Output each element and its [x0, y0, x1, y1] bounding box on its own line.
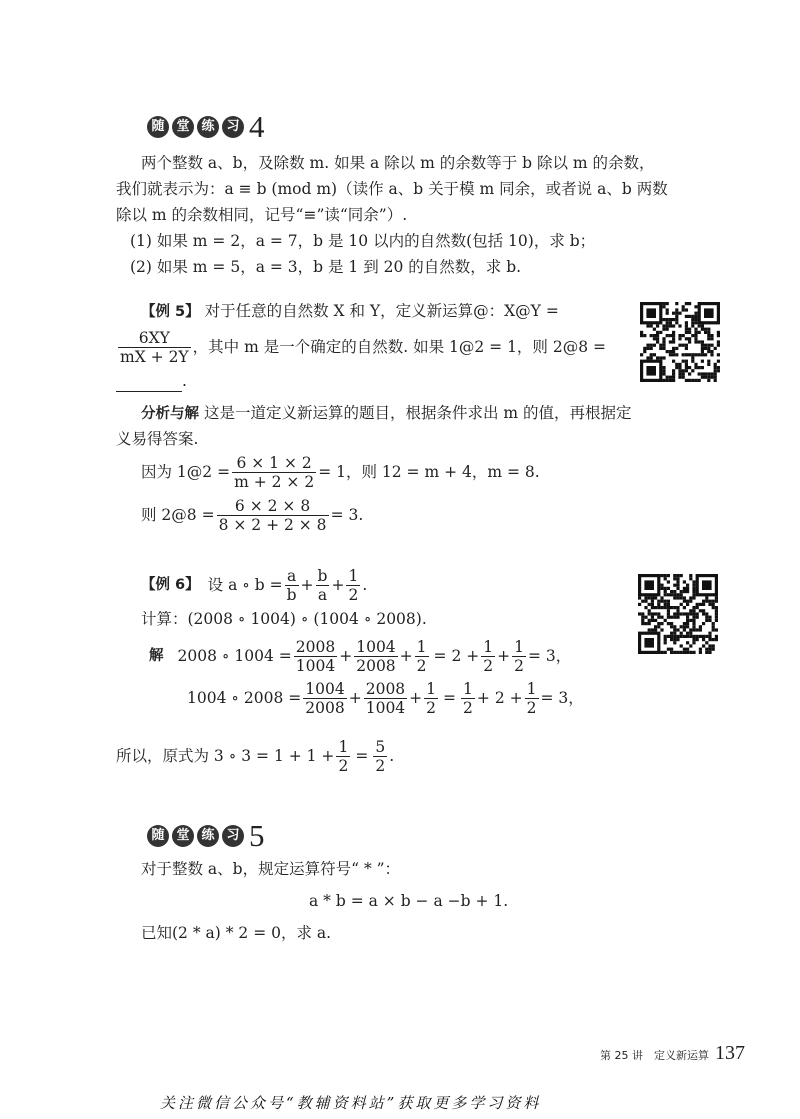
example-6-def: [141, 563, 367, 607]
numerator: 6 × 2 × 8: [217, 497, 329, 516]
numerator: 2008: [365, 679, 406, 698]
analysis-line-2: 义易得答案.: [116, 430, 199, 448]
fraction: [294, 638, 337, 675]
fraction: [232, 454, 316, 491]
practice-5-line: 对于整数 a、b，规定运算符号“ * ”：: [141, 860, 401, 878]
numerator: b: [317, 566, 328, 585]
fraction: [373, 738, 387, 775]
plus: +: [339, 647, 353, 665]
practice-5-formula: a * b = a × b − a −b + 1.: [309, 892, 509, 910]
denominator: 1004: [365, 698, 406, 717]
analysis-label: 分析与解: [141, 406, 199, 422]
badge-char: 随: [147, 116, 169, 138]
numerator: 6XY: [118, 329, 191, 348]
step-text: 则 2@8 =: [141, 506, 215, 524]
period: .: [389, 747, 395, 765]
numerator: 1: [338, 737, 349, 756]
qr-code-icon: [638, 574, 718, 654]
example-label: 【例 6】: [141, 577, 200, 593]
denominator: 1004: [295, 656, 336, 675]
denominator: 2: [338, 756, 349, 775]
denominator: 2: [375, 756, 386, 775]
example-label: 【例 5】: [141, 304, 200, 320]
fraction: [525, 680, 539, 717]
practice-4-heading: [147, 110, 265, 144]
fraction: [481, 638, 495, 675]
denominator: 2: [514, 656, 524, 675]
badge-char: 练: [197, 825, 219, 847]
step-2: [141, 493, 363, 537]
equals: =: [355, 747, 369, 765]
plus: +: [300, 576, 314, 594]
solution-label: 解: [149, 648, 164, 664]
fraction: [346, 567, 360, 604]
badge-char: 堂: [172, 825, 194, 847]
denominator: 2: [483, 656, 494, 675]
example-text: ，其中 m 是一个确定的自然数. 如果 1@2 = 1，则 2@8 =: [192, 338, 606, 356]
numerator: 1: [416, 637, 427, 656]
denominator: 2008: [305, 698, 345, 717]
fraction: [364, 680, 407, 717]
numerator: 1: [426, 679, 437, 698]
fraction: [424, 680, 438, 717]
step-text: 因为 1@2 =: [141, 463, 231, 481]
denominator: 8 × 2 + 2 × 8: [218, 515, 327, 534]
fraction: [118, 329, 191, 366]
practice-4-line: 两个整数 a、b，及除数 m. 如果 a 除以 m 的余数等于 b 除以 m 的余数，: [141, 154, 655, 172]
numerator: a: [285, 567, 299, 586]
plus: +: [331, 576, 345, 594]
example-5-blank-line: [116, 370, 187, 392]
equals: =: [443, 689, 457, 707]
solution-row-1: [149, 634, 571, 678]
analysis-line: [141, 402, 632, 425]
denominator: mX + 2Y: [120, 347, 189, 366]
page-footer: [600, 1042, 745, 1065]
lecture-label: 第 25 讲 定义新运算: [600, 1049, 709, 1062]
denominator: 2: [426, 698, 437, 717]
qr-code-icon: [640, 302, 720, 382]
period: .: [362, 576, 368, 594]
period: .: [182, 372, 187, 390]
fraction: [217, 497, 329, 534]
fraction: [336, 738, 350, 775]
fraction: [461, 680, 475, 717]
row-text: + 2 +: [476, 689, 523, 707]
badge-char: 习: [222, 825, 244, 847]
row-text: = 3，: [528, 647, 572, 665]
row-text: 2008 ∘ 1004 =: [177, 647, 292, 665]
final-text: 所以，原式为 3 ∘ 3 = 1 + 1 +: [116, 747, 335, 765]
badge-char: 练: [197, 116, 219, 138]
numerator: 1004: [305, 679, 345, 698]
numerator: 5: [375, 737, 386, 756]
numerator: 2008: [295, 637, 336, 656]
def-text: 设 a ∘ b =: [207, 576, 283, 594]
denominator: a: [317, 585, 328, 604]
example-6-calc: 计算：(2008 ∘ 1004) ∘ (1004 ∘ 2008).: [141, 610, 427, 628]
practice-4-line: 我们就表示为：a ≡ b (mod m)（读作 a、b 关于模 m 同余，或者说 a、b 两数: [116, 180, 668, 198]
example-5-line2: [116, 326, 606, 368]
plus: +: [348, 689, 362, 707]
numerator: 6 × 1 × 2: [232, 454, 316, 473]
plus: +: [399, 647, 413, 665]
numerator: 1004: [356, 637, 396, 656]
row-text: = 2 +: [433, 647, 480, 665]
page-number: 137: [715, 1042, 745, 1064]
numerator: 1: [483, 637, 494, 656]
practice-4-line: 除以 m 的余数相同，记号“≡”读“同余”）.: [116, 206, 408, 224]
example-text: 对于任意的自然数 X 和 Y，定义新运算@：X@Y =: [204, 302, 559, 320]
example-5-line1: [141, 300, 559, 323]
denominator: 2: [416, 656, 427, 675]
denominator: 2: [526, 698, 537, 717]
step-1: [141, 450, 540, 494]
badge-char: 堂: [172, 116, 194, 138]
answer-blank: [116, 375, 182, 392]
practice-number: 4: [249, 109, 265, 144]
fraction: [512, 638, 526, 675]
solution-row-2: [187, 676, 584, 720]
final-result: [116, 734, 394, 778]
row-text: 1004 ∘ 2008 =: [187, 689, 302, 707]
fraction: [415, 638, 429, 675]
promo-banner: 关注微信公众号“教辅资料站”获取更多学习资料: [160, 1094, 542, 1112]
denominator: 2: [348, 585, 359, 604]
practice-5-line: 已知(2 * a) * 2 = 0，求 a.: [141, 924, 332, 942]
step-text: = 1，则 12 = m + 4，m = 8.: [318, 463, 540, 481]
numerator: 1: [348, 566, 359, 585]
numerator: 1: [463, 679, 473, 698]
plus: +: [409, 689, 423, 707]
step-text: = 3.: [330, 506, 364, 524]
analysis-text: 这是一道定义新运算的题目，根据条件求出 m 的值，再根据定: [203, 404, 632, 422]
fraction: [316, 567, 330, 604]
plus: +: [497, 647, 511, 665]
denominator: b: [286, 585, 297, 604]
denominator: 2008: [356, 656, 396, 675]
practice-number: 5: [249, 818, 265, 853]
badge-char: 随: [147, 825, 169, 847]
numerator: 1: [514, 637, 524, 656]
row-text: = 3，: [540, 689, 584, 707]
practice-5-heading: [147, 819, 265, 853]
badge-char: 习: [222, 116, 244, 138]
numerator: 1: [526, 679, 537, 698]
fraction: [354, 638, 397, 675]
practice-4-line: (1) 如果 m = 2，a = 7，b 是 10 以内的自然数(包括 10)，求 b；: [130, 232, 596, 250]
denominator: m + 2 × 2: [234, 472, 315, 491]
fraction: [285, 567, 299, 604]
denominator: 2: [463, 698, 473, 717]
practice-4-line: (2) 如果 m = 5，a = 3，b 是 1 到 20 的自然数，求 b.: [130, 258, 522, 276]
fraction: [303, 680, 346, 717]
